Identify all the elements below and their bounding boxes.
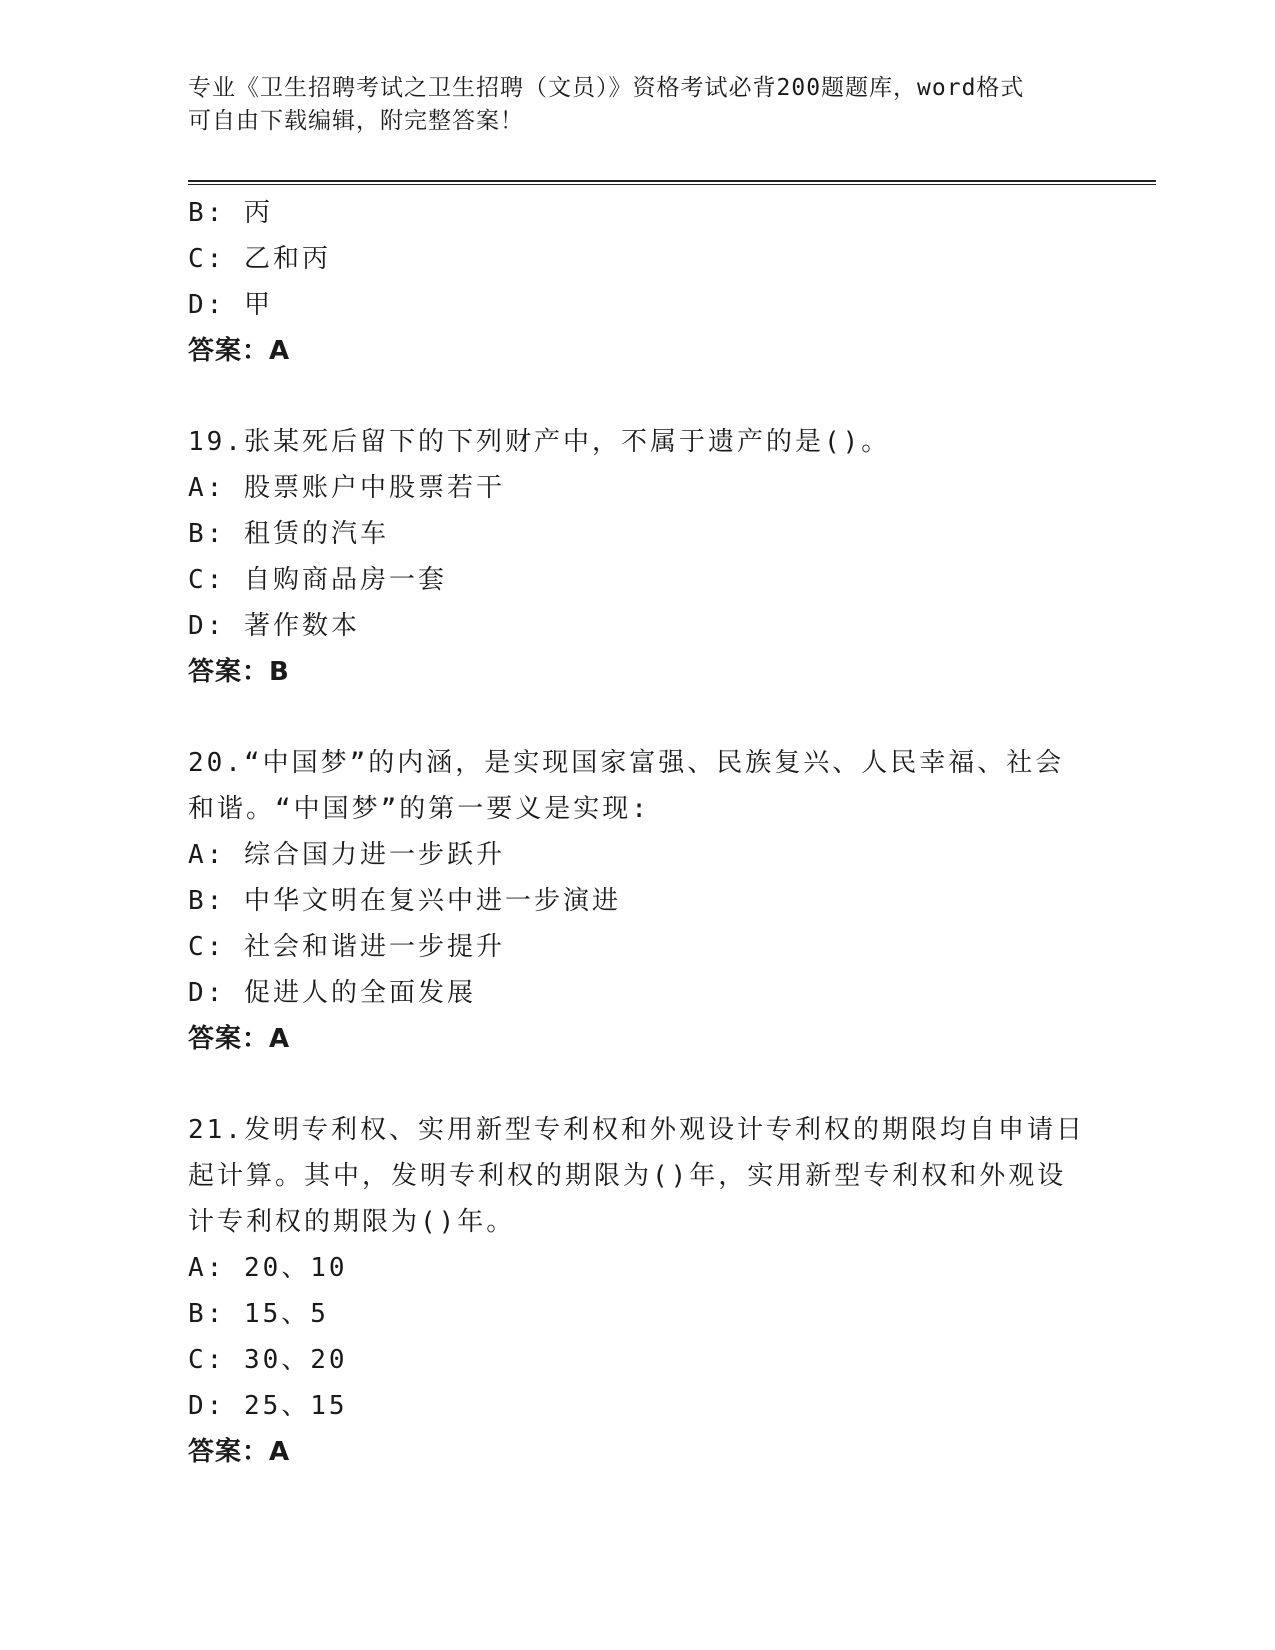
option-b: B: 中华文明在复兴中进一步演进 — [188, 886, 621, 916]
question-stem: 19.张某死后留下的下列财产中，不属于遗产的是()。 — [188, 427, 891, 457]
option-d: D: 25、15 — [188, 1391, 348, 1421]
option-a: A: 股票账户中股票若干 — [188, 473, 505, 503]
option-b: B: 15、5 — [188, 1299, 329, 1329]
option-c: C: 30、20 — [188, 1345, 348, 1375]
question-stem: 计专利权的期限为()年。 — [188, 1207, 516, 1237]
question-block-19 — [188, 419, 1088, 695]
option-a: A: 20、10 — [188, 1253, 348, 1283]
question-block-20 — [188, 740, 1088, 1062]
spacer — [188, 695, 1088, 740]
question-stem: 和谐。“中国梦”的第一要义是实现: — [188, 794, 650, 824]
option-d: D: 促进人的全面发展 — [188, 978, 476, 1008]
answer-line: 答案：A — [188, 1024, 291, 1054]
option-c: C: 乙和丙 — [188, 244, 331, 274]
option-d: D: 甲 — [188, 290, 273, 320]
spacer — [188, 1062, 1088, 1107]
question-block-18 — [188, 190, 1088, 374]
answer-line: 答案：A — [188, 336, 291, 366]
option-b: B: 丙 — [188, 198, 273, 228]
header-title-line-1: 专业《卫生招聘考试之卫生招聘（文员）》资格考试必背200题题库，word格式 — [188, 75, 1025, 101]
question-stem: 21.发明专利权、实用新型专利权和外观设计专利权的期限均自申请日 — [188, 1115, 1085, 1145]
option-d: D: 著作数本 — [188, 611, 360, 641]
option-c: C: 自购商品房一套 — [188, 565, 447, 595]
answer-line: 答案：B — [188, 657, 290, 687]
option-c: C: 社会和谐进一步提升 — [188, 932, 505, 962]
option-b: B: 租赁的汽车 — [188, 519, 389, 549]
question-block-21 — [188, 1107, 1088, 1475]
question-stem: 起计算。其中，发明专利权的期限为()年，实用新型专利权和外观设 — [188, 1161, 1067, 1191]
answer-line: 答案：A — [188, 1437, 291, 1467]
option-a: A: 综合国力进一步跃升 — [188, 840, 505, 870]
header-title-line-2: 可自由下载编辑，附完整答案！ — [188, 108, 524, 134]
question-list — [188, 190, 1088, 1475]
header-divider — [188, 180, 1156, 185]
document-header — [188, 72, 1078, 138]
question-stem: 20.“中国梦”的内涵，是实现国家富强、民族复兴、人民幸福、社会 — [188, 748, 1065, 778]
spacer — [188, 374, 1088, 419]
